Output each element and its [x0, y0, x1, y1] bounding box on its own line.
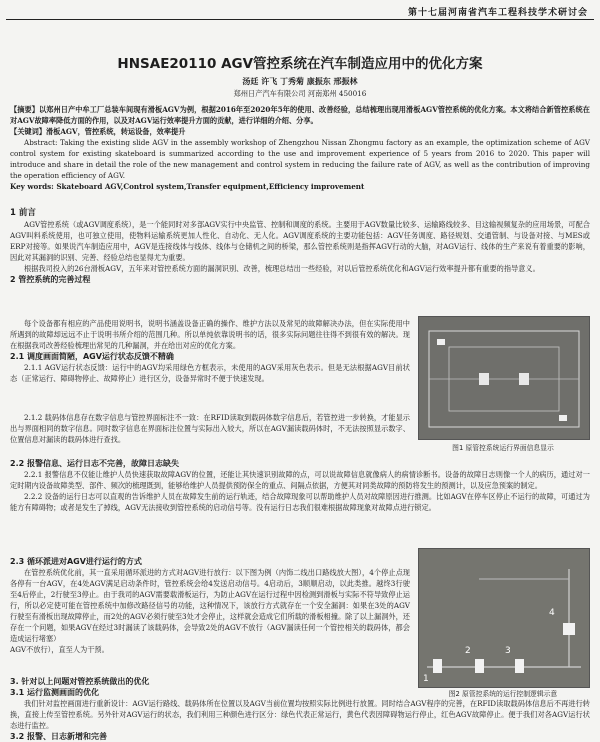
figure-1-agv-marker — [479, 373, 489, 385]
header-rule — [6, 19, 594, 20]
figure-2-stop-point — [515, 659, 524, 673]
figure-2-label-2: 2 — [465, 646, 471, 656]
figure-1-agv-marker — [437, 339, 445, 345]
section-3-title: 3. 针对以上问题对管控系统做出的优化 — [10, 677, 150, 686]
section-2-1-para-1: 2.1.1 AGV运行状态反馈：运行中的AGV均采用绿色方框表示，未使用的AGV采用灰色表示。但是无法根据AGV目前状态（正常运行、障碍物停止、故障停止）进行区分，设备异常时不便于快速发现。 — [10, 363, 410, 383]
figure-1-agv-marker — [519, 373, 529, 385]
figure-2-svg — [419, 549, 589, 687]
section-3-1-para-1: 我们针对监控画面进行重新设计：AGV运行路线、载码体所在位置以及AGV当前位置均按照实际比例进行放置。同时结合AGV程序的完善，在RFID读取载码体信息后不再进行转换，直接上传至管控系统。另外针对AGV运行的状态，我们利用三种颜色进行区分：绿色代表正常运行，黄色代表因障碍物运行停止，红色AGV故障停止。便于我们对各AGV运行状态进行监控。 — [10, 699, 590, 730]
section-2-3-column — [10, 556, 410, 655]
keywords-cn: 【关键词】滑板AGV，管控系统，转运设备，效率提升 — [10, 127, 186, 136]
section-2-1-title: 2.1 调度画面简陋，AGV运行状态反馈不精确 — [10, 352, 174, 361]
abstract-section — [10, 104, 590, 192]
paper-title: HNSAE20110 AGV管控系统在汽车制造应用中的优化方案 — [117, 56, 483, 72]
section-3 — [10, 676, 590, 698]
section-2-1-para-2: 2.1.2 载码体信息存在数字信息与管控界面标注不一致：在RFID读取到载码体数字信息后，若管控进一步转换，才能显示出与界面相同的数字信息。同时数字信息在界面标注位置与实际出入较大，所以在AGV漏读载码体时，不无法按照显示数字、位置信息对漏读的载码体进行查找。 — [10, 413, 410, 444]
figure-2-stop-point — [563, 623, 575, 635]
section-1 — [10, 208, 590, 285]
figure-2-stop-point — [433, 659, 442, 673]
figure-1-caption: 图1 原管控系统运行界面信息显示 — [452, 444, 554, 452]
figure-2-label-1: 1 — [423, 674, 429, 684]
figure-2-stop-point — [475, 659, 484, 673]
figure-2-label-4: 4 — [549, 608, 555, 618]
section-2-3-para-1: 在管控系统优化前，其一直采用循环派进的方式对AGV进行放行：以下图为例（内饰二线出口路线放大图），4个停止点现各停有一台AGV，在4处AGV满足启动条件时，管控系统会给4发送启动信号。4启动后，3顺顺启动，以此类推。越终3行驶至4后停止，2行驶至3停止。由于我司的AGV需要载滑板运行，为防止AGV在运行过程中因检测到滑板与实际不符导致停止运行，所以必定使可能在管控系统中加修改路径信号的功能，这种情况下，该放行方式就存在一个安全漏洞：如果在3处的AGV行驶至有滑板出现故障停止，而2处的AGV必须行驶至3处才会停止，这样就会造成它们所载的滑板相撞。除了以上漏洞外，还存在一个问题，如果AGV在经过3时漏读了该载码体，会导致2处的AGV不放行（AGV漏读任何一个管控相关的载码体，都会造成运行堵塞） — [10, 568, 410, 643]
figure-2-image — [418, 548, 590, 688]
section-2-2-title: 2.2 报警信息、运行日志不完善，故障日志缺失 — [10, 459, 179, 468]
section-2-column — [10, 318, 410, 384]
author-list: 汤廷 许飞 丁秀菊 康振东 邢振林 — [242, 76, 358, 86]
section-3-1-body — [10, 698, 590, 741]
section-3-2-title: 3.2 报警、日志新增和完善 — [10, 732, 107, 741]
section-3-1-title: 3.1 运行监测画面的优化 — [10, 688, 99, 697]
section-1-para-2: 根据我司投入的26台滑板AGV，五年来对管控系统方面的漏洞识别、改善，梳理总结出一些经验，对以后管控系统优化和AGV运行效率提升都有重要的指导意义。 — [24, 264, 540, 273]
keywords-en: Key words: Skateboard AGV,Control system,Transfer equipment,Efficiency improvement — [10, 182, 365, 191]
abstract-en: Abstract: Taking the existing slide AGV in the assembly workshop of Zhengzhou Nissan Zhongmu factory as an example, the optimization scheme of AGV control system for existing skateboard is summarized according to the use and improvement experience of 5 years from 2016 to 2020. This paper will introduce and share in detail the role of the new management and control system in reducing the failure rate of AGV, as well as the contribution of improving the operation efficiency of AGV. — [10, 138, 590, 180]
affiliation: 郑州日产汽车有限公司 河南郑州 450016 — [233, 89, 367, 98]
section-2-title: 2 管控系统的完善过程 — [10, 275, 91, 284]
section-2-1-2 — [10, 412, 590, 445]
section-1-para-1: AGV管控系统（或AGV调度系统），是一个能同时对多部AGV实行中央监管、控制和调度的系统。主要用于AGV数量比较多、运输路线较多、目这输视频复杂的应用场景，可配合AGV叫料系统使用，也可独立使用，使物料运输系统更加人性化、自动化、无人化。AGV调度系统的主要功能包括：AGV任务调度、路径规划、交通管制、与设备对接、与MES或ERP对接等。如果说汽车制造应用中，AGV是连接线体与线体、线体与仓储机之间的桥梁，那么管控系统则是指挥AGV行动的大脑，对AGV运行、线体的生产来说有着重要的影响，因此对其漏洞的识别、完善、经验总结也显得尤为重要。 — [10, 220, 590, 262]
section-2-3-para-end: AGV不放行），直至人为干预。 — [10, 645, 109, 654]
section-2-para-1: 每个设备都有相应的产品使用说明书，说明书涵盖设备正确的操作、维护方法以及常见的故障解决办法，但在实际使用中所遇到的故障却远远不止于说明书所介绍的范围几种。所以单纯依靠说明书的话，很多实际问题往往得不到很有效的解决。现在根据我司改善经验梳理出常见的几种漏洞，并在给出对应的优化方案。 — [10, 319, 410, 350]
section-2-3-title: 2.3 循环派进对AGV进行运行的方式 — [10, 557, 142, 566]
figure-2-bg — [419, 549, 589, 687]
section-1-title: 1 前言 — [10, 208, 36, 218]
section-2-2-para-1: 2.2.1 报警信息不仅能让维护人员快速获取故障AGV的位置，还能让其快速识别故障的点，可以说故障信息就像病人的病情诊断书。设备的故障日志则像一个人的病历，通过对一定时期内设备故障类型、部件、频次的梳理既到，能够给维护人员提供预防保全的重点、间隔点依据，方便其对同类故障的预防将发生的预测计，以及应急预案的制定。 — [10, 470, 590, 490]
abstract-cn: 【摘要】以郑州日产中牟工厂总装车间现有滑板AGV为例，根据2016年至2020年5年的使用、改善经验，总结梳理出现用滑板AGV管控系统的优化方案。本文将结合新管控系统在对AGV故障率降低方面的作用，以及对AGV运行效率提升方面的贡献，进行详细的介绍、分享。 — [10, 105, 590, 125]
section-2-2-para-2: 2.2.2 设备的运行日志可以直观的告诉维护人员在故障发生前的运行轨迹，结合故障现象可以帮助维护人员对故障原因进行推测。比如AGV在停车区停止不运行的故障，可通过为能方有障碍物；或者是发生了掉线，AGV无法接收到管控系统的启动信号等。没有运行日志我们很难根据故障现象对故障点进行锁定。 — [10, 492, 590, 512]
figure-2-label-3: 3 — [505, 646, 511, 656]
figure-2-caption: 图2 原管控系统的运行控制逻辑示意 — [448, 690, 558, 698]
section-2-2 — [10, 458, 590, 513]
journal-header: 第十七届河南省汽车工程科技学术研讨会 — [407, 8, 588, 18]
